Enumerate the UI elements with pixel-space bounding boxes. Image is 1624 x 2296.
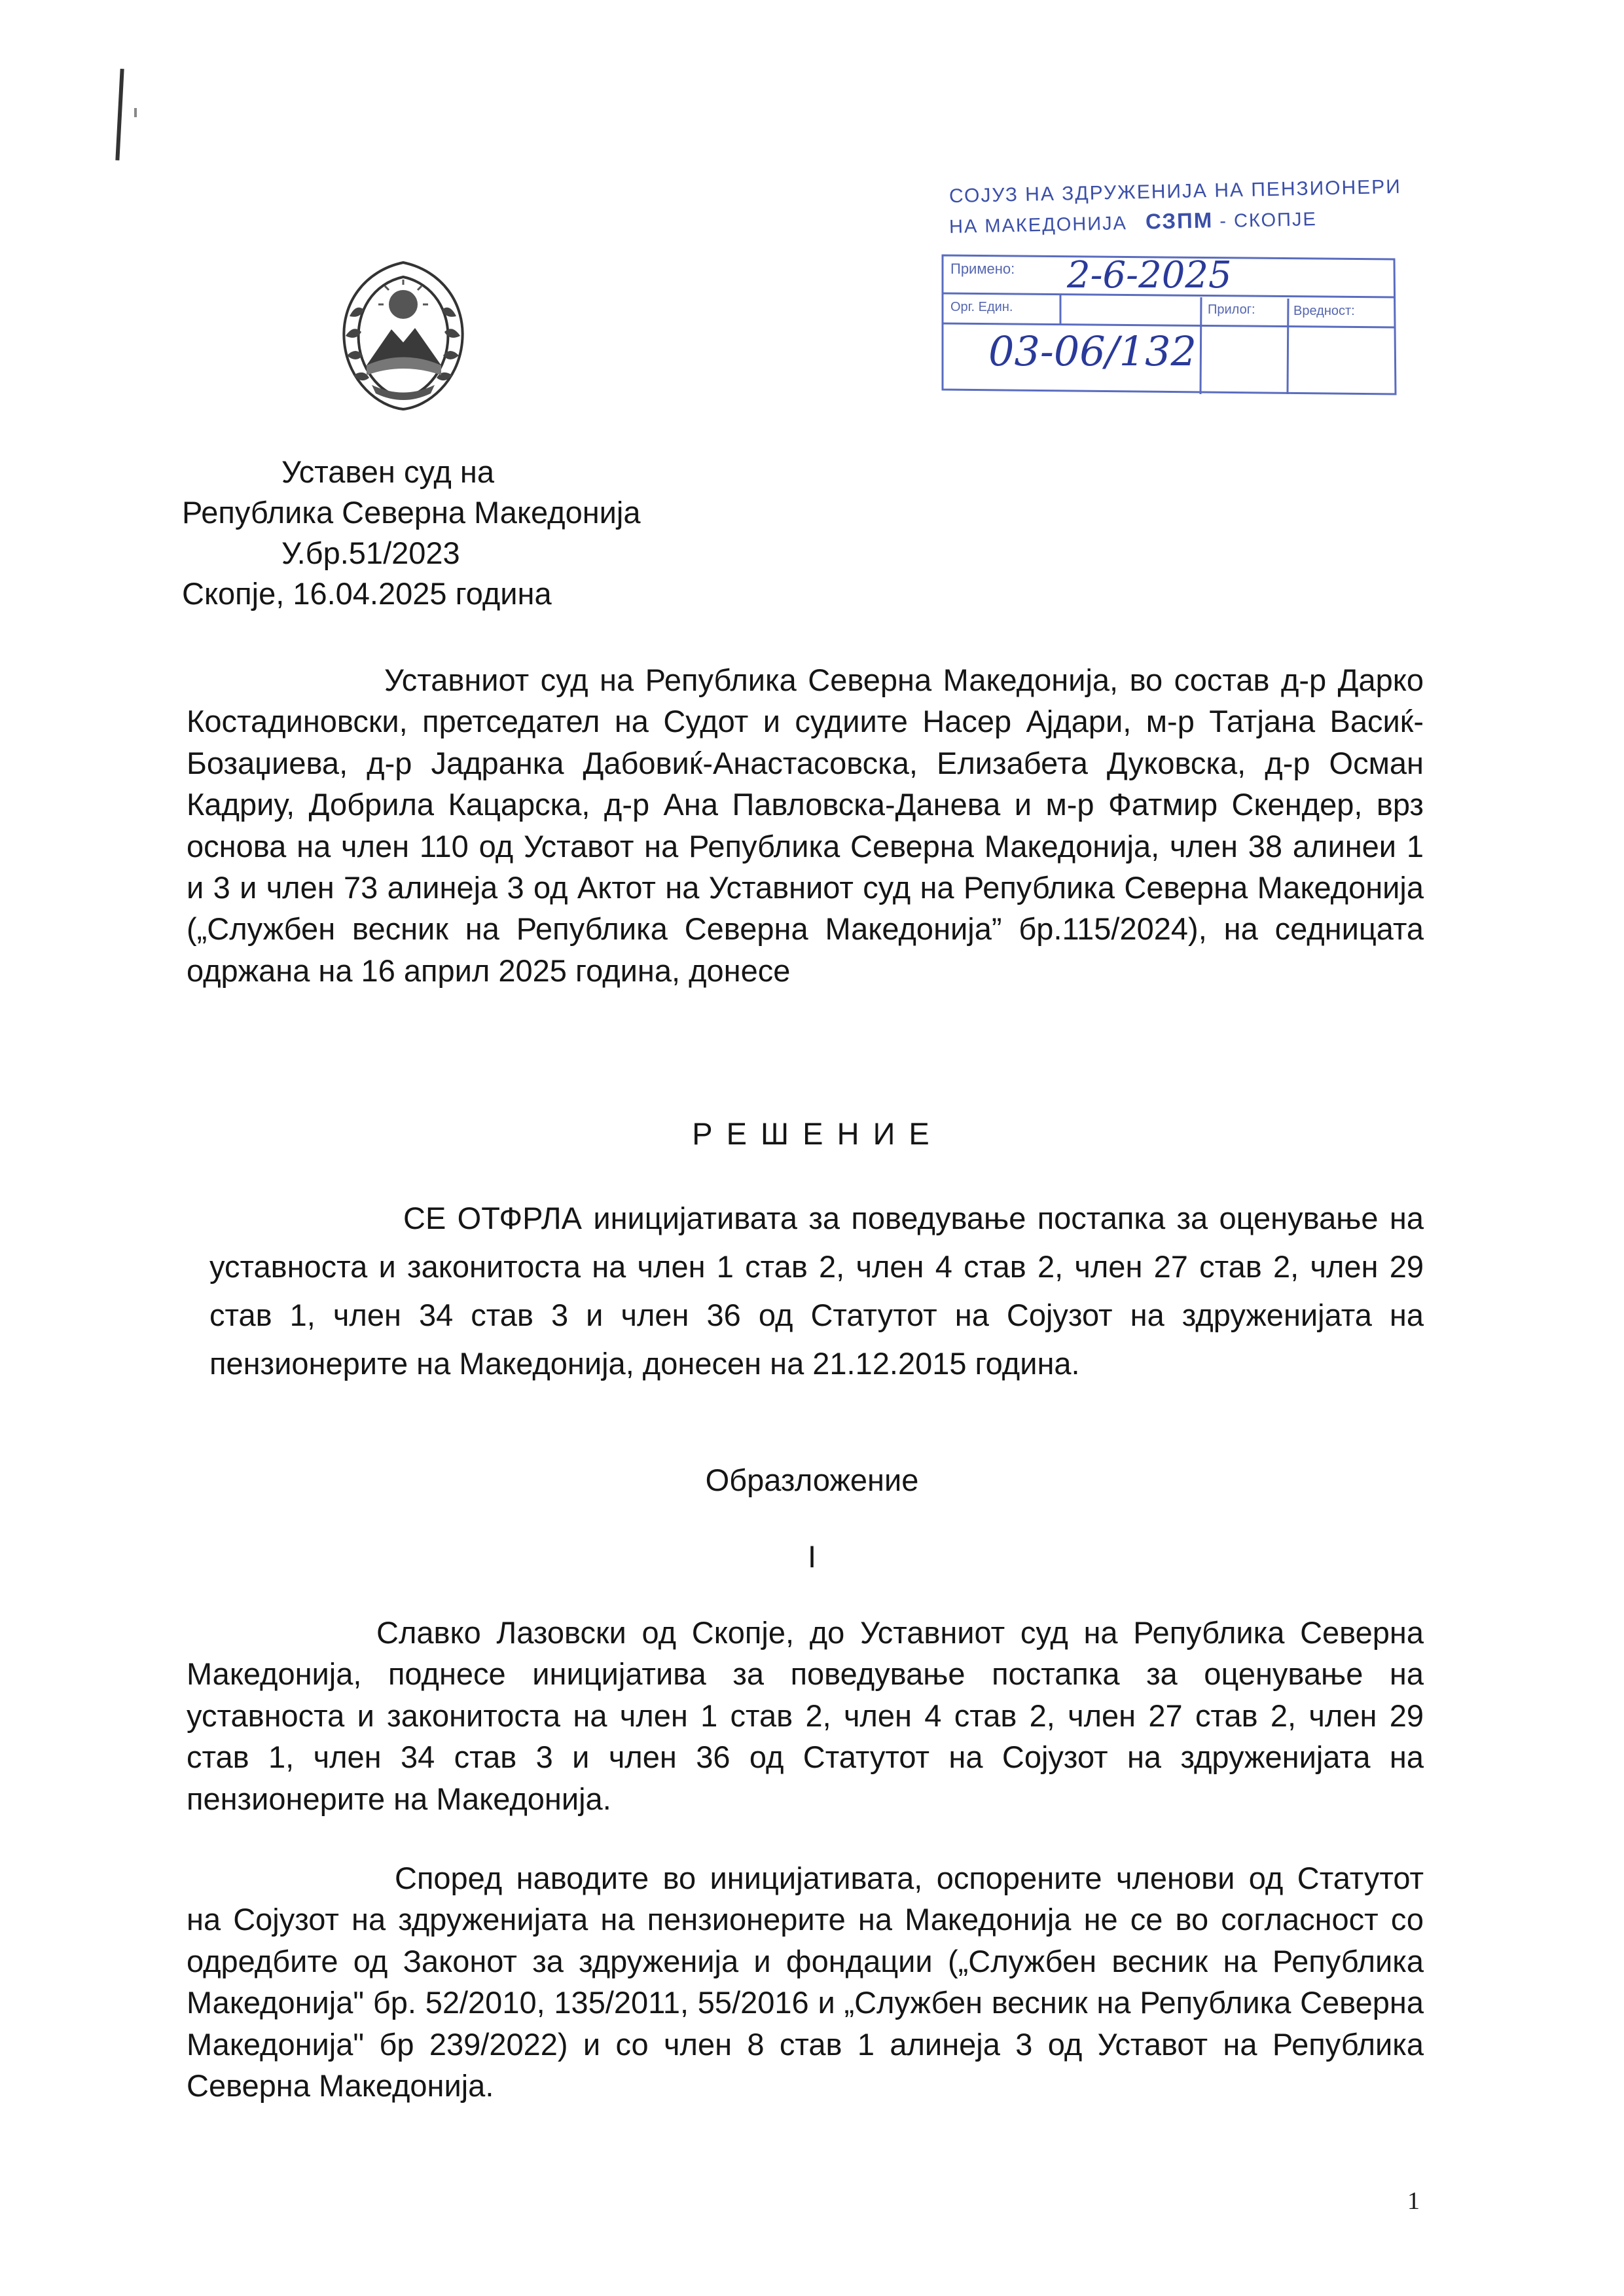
stamp-reg-number: 03-06/132: [988, 327, 1197, 375]
place-and-date: Скопје, 16.04.2025 година: [182, 576, 552, 611]
scan-mark: [134, 108, 137, 117]
stamp-org-unit-label: Орг. Един.: [950, 300, 1013, 314]
stamp-attachment-label: Прилог:: [1208, 302, 1255, 317]
stamp-line2: НА МАКЕДОНИЈА СЗПМ - СКОПЈЕ: [948, 208, 1318, 238]
stamp-received-date: 2-6-2025: [1067, 254, 1232, 297]
stamp-received-label: Примено:: [950, 261, 1015, 277]
registration-stamp: [936, 175, 1402, 398]
section-number: I: [807, 1539, 817, 1574]
coat-of-arms-emblem: [326, 251, 480, 414]
case-number: У.бр.51/2023: [281, 536, 460, 570]
decision-text: СЕ ОТФРЛА иницијативата за поведување постапка за оценување на уставноста и законитоста на член 1 став 2, член 4 став 2, член 27 став 2, член 29 став 1, член 34 став 3 и член 36 од Статутот на Сојузот на здруженијата на пензионерите на Македонија, донесен на 21.12.2015 година.: [209, 1201, 1424, 1381]
stamp-line1: СОЈУЗ НА ЗДРУЖЕНИЈА НА ПЕНЗИОНЕРИ: [948, 175, 1402, 208]
stamp-value-label: Вредност:: [1293, 304, 1355, 318]
court-line2: Република Северна Македонија: [182, 495, 641, 530]
court-line1: Уставен суд на: [281, 454, 494, 489]
page-number: 1: [1407, 2187, 1420, 2215]
reasoning-title: Образложение: [705, 1463, 919, 1497]
intro-paragraph: Уставниот суд на Република Северна Македонија, во состав д-р Дарко Костадиновски, претседател на Судот и судиите Насер Ајдари, м-р Татјана Васиќ-Бозаџиева, д-р Јадранка Дабовиќ-Анастасовска, Елизабета Дуковска, д-р Осман Кадриу, Добрила Кацарска, д-р Ана Павловска-Данева и м-р Фатмир Скендер, врз основа на член 110 од Уставот на Република Северна Македонија, член 38 алинеи 1 и 3 и член 73 алинеја 3 од Актот на Уставниот суд на Република Северна Македонија („Службен весник на Република Северна Македонија” бр.115/2024), на седницата одржана на 16 април 2025 година, донесе: [187, 663, 1424, 988]
decision-title: Р Е Ш Е Н И Е: [692, 1116, 932, 1151]
scan-mark: [115, 69, 124, 160]
paragraph-2: Според наводите во иницијативата, оспорените членови од Статутот на Сојузот на здруженијата на пензионерите на Македонија не се во согласност со одредбите од Законот за здруженија и фондации („Службен весник на Република Македонија" бр. 52/2010, 135/2011, 55/2016 и „Службен весник на Република Северна Македонија" бр 239/2022) и со член 8 став 1 алинеја 3 од Уставот на Република Северна Македонија.: [187, 1861, 1424, 2104]
paragraph-1: Славко Лазовски од Скопје, до Уставниот суд на Република Северна Македонија, поднесе иницијатива за поведување постапка за оценување на уставноста и законитоста на член 1 став 2, член 4 став 2, член 27 став 2, член 29 став 1, член 34 став 3 и член 36 од Статутот на Сојузот на здруженијата на пензионерите на Македонија.: [187, 1615, 1424, 1816]
